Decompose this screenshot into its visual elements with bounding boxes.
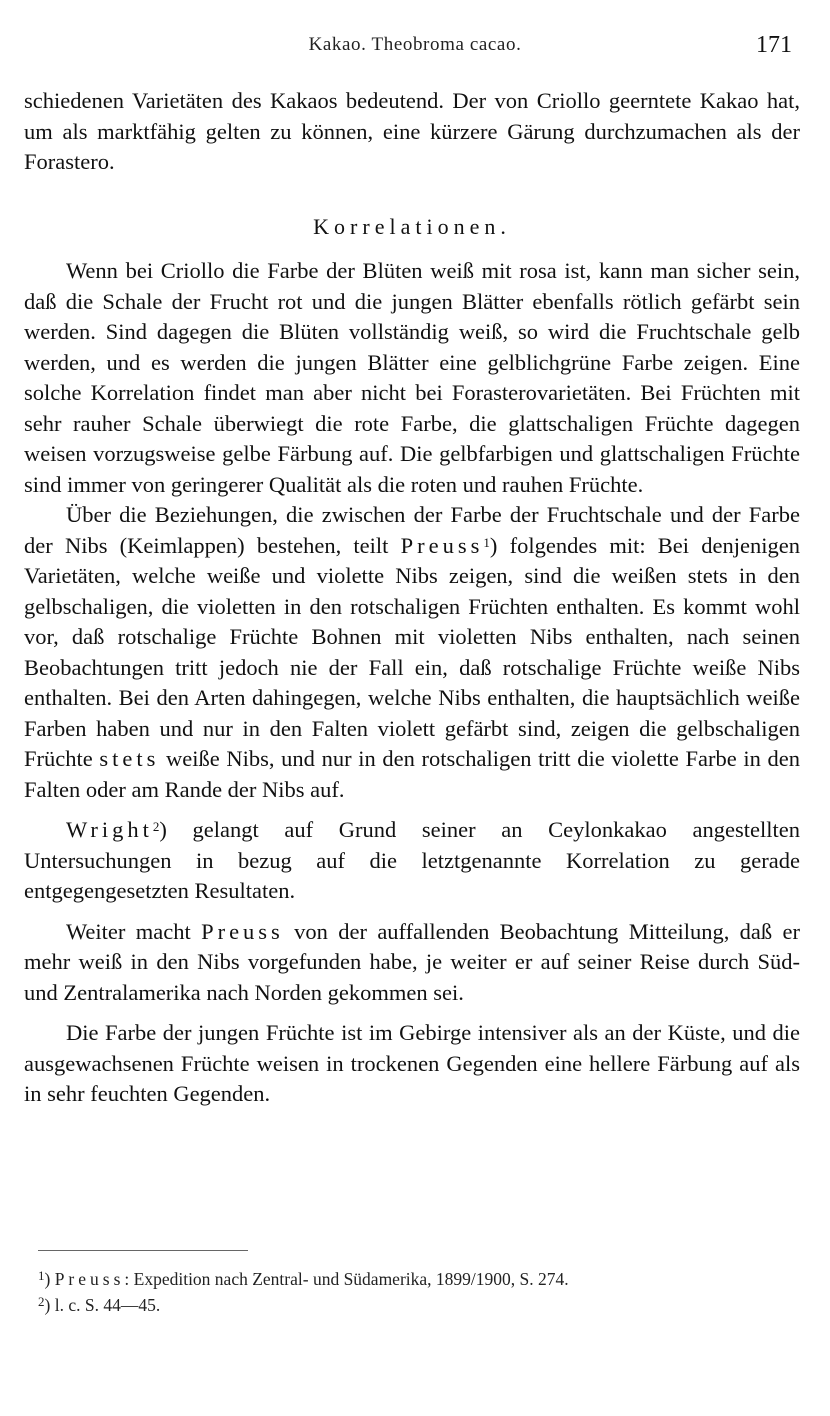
section-heading: Korrelationen. xyxy=(313,213,511,239)
author-name: Preuss xyxy=(201,918,284,944)
page-number: 171 xyxy=(756,32,792,58)
footnote-divider xyxy=(38,1250,248,1251)
footnote-1: $^1$) Preuss: Expedition nach Zentral- und Südamerika, 1899/1900, S. 274. xyxy=(38,1268,569,1289)
footnote-text: ) l. c. S. 44—45. xyxy=(44,1295,161,1315)
paragraph-text: Über die Beziehungen, die zwischen der Farbe der Fruchtschale und der Farbe der Nibs (Keimlappen) bestehen, teilt xyxy=(24,502,800,558)
footnote-mark: 2 xyxy=(38,1294,45,1309)
paragraph-text: weiße Nibs, und nur in den rotschaligen tritt die violette Farbe in den Falten oder am Rande der Nibs auf. xyxy=(24,746,800,802)
paragraph-text: Weiter macht xyxy=(66,918,202,944)
running-title: Kakao. Theobroma cacao. xyxy=(308,34,522,55)
paragraph-text: ) folgendes mit: Bei denjenigen Varietäten, welche weiße und violette Nibs zeigen, sind die weißen stets in den gelbschaligen, die violetten in den rotschaligen Früchten enthalten. Es kommt wohl vor, daß rotschalige Früchte Bohnen mit violetten Nibs enthalten, nach seinen Beobachtungen tritt jedoch nie der Fall ein, daß rotschalige Früchte weiße Nibs enthalten. Bei den Arten dahingegen, welche Nibs enthalten, die hauptsächlich weiße Farben haben und nur in den Falten violett gefärbt sind, zeigen die gelbschaligen Früchte xyxy=(24,532,800,771)
paragraph-text: ) gelangt auf Grund seiner an Ceylonkakao angestellten Untersuchungen in bezug auf die letztgenannte Korrelation zu gerade entgegengesetzten Resultaten. xyxy=(24,817,800,903)
footnote-ref: 2 xyxy=(152,819,160,834)
paragraph-continuation: schiedenen Varietäten des Kakaos bedeutend. Der von Criollo geerntete Kakao hat, um als marktfähig gelten zu können, eine kürzere Gärung durchzumachen als der Forastero. xyxy=(24,88,800,174)
author-name: Wright xyxy=(66,817,153,842)
footnote-ref: 1 xyxy=(483,534,490,550)
author-name: Preuss xyxy=(400,532,484,558)
paragraph-text: von der auffallenden Beobachtung Mitteilung, daß er mehr weiß in den Nibs vorgefunden habe, je weiter er auf seiner Reise durch Süd- und Zentralamerika nach Norden gekommen sei. xyxy=(24,918,800,1005)
page-header xyxy=(0,32,830,62)
footnote-2 xyxy=(38,1292,818,1318)
paragraph-criollo-correlation: Wenn bei Criollo die Farbe der Blüten weiß mit rosa ist, kann man sicher sein, daß die Schale der Frucht rot und die jungen Blätter ebenfalls rötlich gefärbt sein werden. Sind dagegen die Blüten vollständig weiß, so wird die Fruchtschale gelb werden, und es werden die jungen Blätter eine gelblichgrüne Farbe zeigen. Eine solche Korrelation findet man aber nicht bei Forasterovarietäten. Bei Früchten mit sehr rauher Schale überwiegt die rote Farbe, die glattschaligen Früchte dagegen weisen vorzugsweise gelbe Färbung auf. Die gelbfarbigen und glattschaligen Früchte sind immer von geringerer Qualität als die roten und rauhen Früchte. xyxy=(24,258,800,497)
emphasis: stets xyxy=(99,746,160,771)
body-text xyxy=(24,86,800,1110)
paragraph-preuss-nibs xyxy=(24,500,800,805)
author-name: Preuss xyxy=(54,1269,125,1289)
footnote-mark: 1 xyxy=(38,1268,45,1283)
paragraph-wright xyxy=(24,815,800,907)
footnote-text: : Expedition nach Zentral- und Südamerika, 1899/1900, S. 274. xyxy=(124,1269,569,1289)
paragraph-fruit-color: Die Farbe der jungen Früchte ist im Gebirge intensiver als an der Küste, und die ausgewachsenen Früchte weisen in trockenen Gegenden eine hellere Färbung auf als in sehr feuchten Gegenden. xyxy=(24,1020,800,1106)
paragraph-preuss-observation xyxy=(24,917,800,1009)
footnotes xyxy=(38,1266,818,1318)
